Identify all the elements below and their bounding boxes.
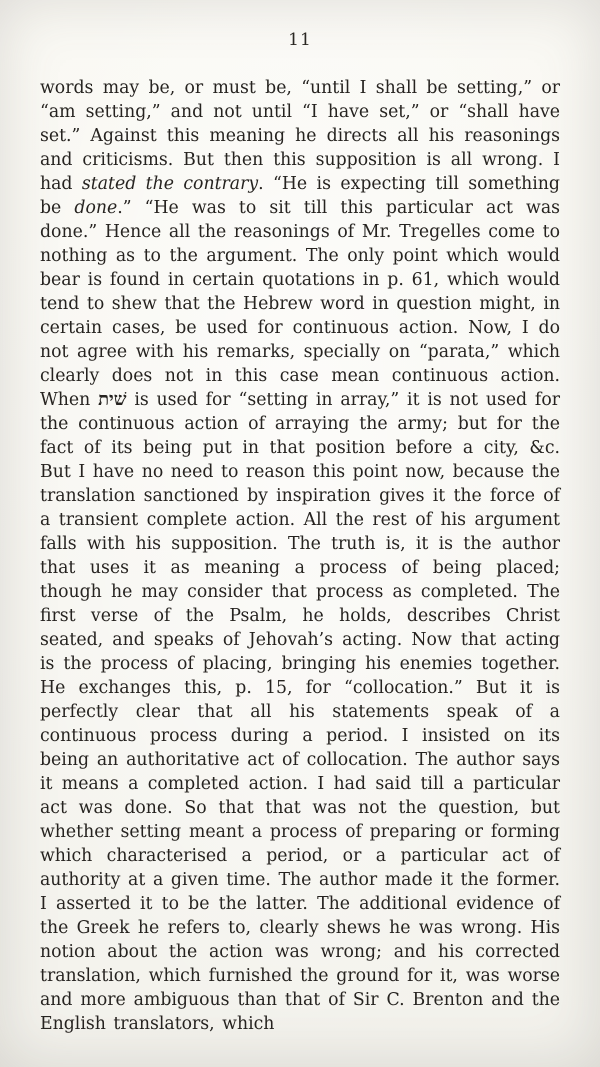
page-number: 11 [288, 30, 312, 50]
text-segment-italic: done [74, 198, 118, 218]
text-segment: words may be, or must be, “until I shall be setting,” or “am setting,” and not until “I have set,” or “shall have set.” Against this meaning he directs all his reasonings and criticisms. But then this supposition is all wrong. I had [40, 78, 560, 194]
paragraph [40, 76, 560, 1036]
text-segment: . “He is expecting till something be [40, 174, 560, 218]
text-segment-italic: stated the contrary [81, 174, 259, 194]
text-segment: is used for “setting in array,” it is not used for the continuous action of arraying the army; but for the fact of its being put in that position before a city, &c. But I have no need to reason this point now, because the translation sanctioned by inspiration gives it the force of a transient complete action. All the rest of his argument falls with his supposition. The truth is, it is the author that uses it as meaning a process of being placed; though he may consider that process as completed. The first verse of the Psalm, he holds, describes Christ seated, and speaks of Jehovah’s acting. Now that acting is the process of placing, bringing his enemies together. He exchanges this, p. 15, for “collocation.” But it is perfectly clear that all his statements speak of a continuous process during a period. I insisted on its being an authoritative act of collocation. The author says it means a completed action. I had said till a particular act was done. So that that was not the question, but whether setting meant a process of preparing or forming which characterised a period, or a particular act of authority at a given time. The author made it the former. I asserted it to be the latter. The additional evidence of the Greek he refers to, clearly shews he was wrong. His notion about the action was wrong; and his corrected translation, which furnished the ground for it, was worse and more ambiguous than that of Sir C. Brenton and the English translators, which [40, 390, 560, 1034]
text-segment: .” “He was to sit till this particular act was done.” Hence all the reasonings of Mr. Tregelles come to nothing as to the argument. The only point which would bear is found in certain quotations in p. 61, which would tend to shew that the Hebrew word in question might, in certain cases, be used for continuous action. Now, I do not agree with his remarks, specially on “parata,” which clearly does not in this case mean continuous action. When [40, 198, 560, 410]
hebrew-word: שׁית [98, 389, 127, 410]
